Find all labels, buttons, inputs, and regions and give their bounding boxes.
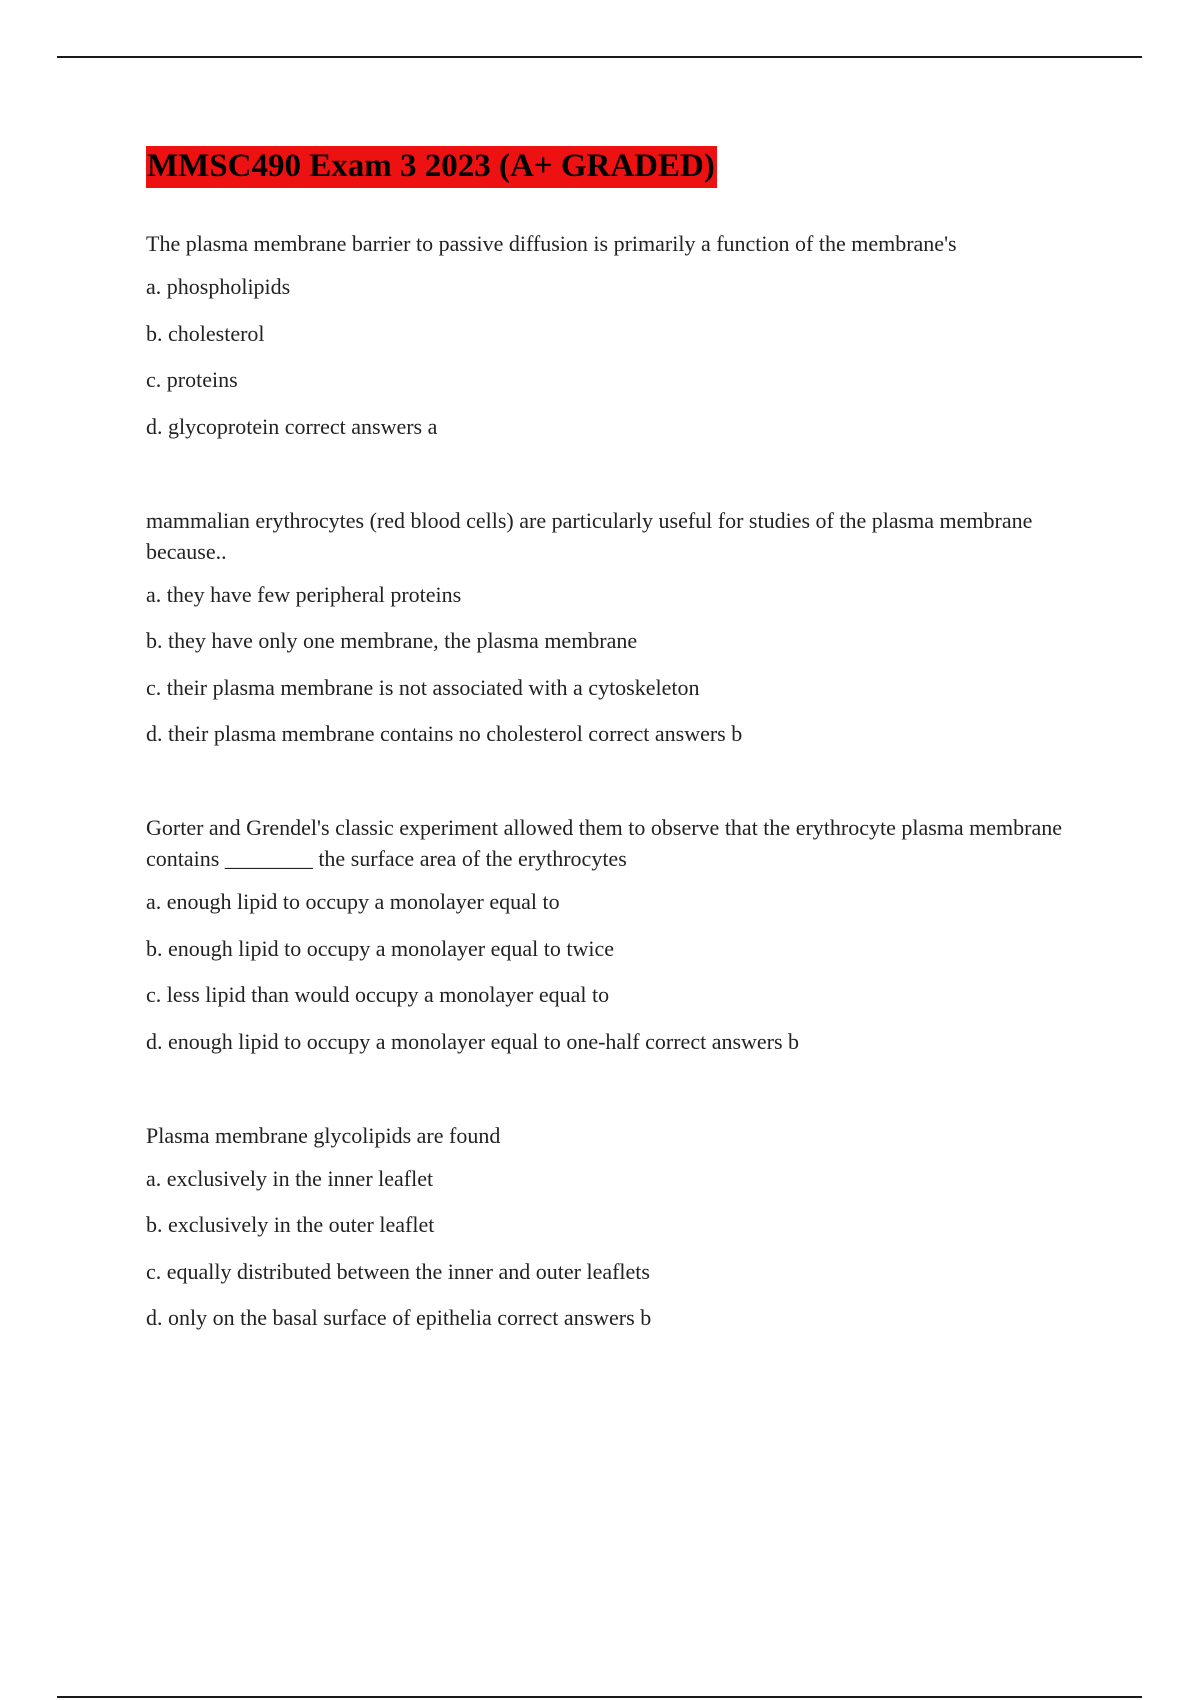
question-1 [146, 228, 1086, 442]
answer-option: b. exclusively in the outer leaflet [146, 1212, 435, 1237]
answer-option: a. phospholipids [146, 274, 291, 299]
question-text: The plasma membrane barrier to passive diffusion is primarily a function of the membrane's [146, 231, 957, 256]
answer-option: c. equally distributed between the inner and outer leaflets [146, 1258, 650, 1284]
answer-option: a. enough lipid to occupy a monolayer equal to [146, 889, 560, 914]
question-3 [146, 812, 1086, 1057]
answer-option: d. enough lipid to occupy a monolayer equal to one-half correct answers b [146, 1028, 800, 1054]
document-body [146, 146, 1086, 1396]
question-text: Plasma membrane glycolipids are found [146, 1122, 501, 1148]
answer-option: b. enough lipid to occupy a monolayer equal to twice [146, 935, 614, 961]
question-text: Gorter and Grendel's classic experiment allowed them to observe that the erythrocyte plasma membrane contains ________ the surface area of the erythrocytes [146, 815, 1063, 871]
question-2 [146, 505, 1086, 750]
answer-option: c. less lipid than would occupy a monolayer equal to [146, 982, 610, 1007]
answer-option: c. proteins [146, 367, 238, 392]
answer-option: c. their plasma membrane is not associated with a cytoskeleton [146, 674, 700, 700]
answer-option: d. only on the basal surface of epithelia correct answers b [146, 1305, 652, 1330]
document-title: MMSC490 Exam 3 2023 (A+ GRADED) [146, 146, 717, 188]
answer-option: a. they have few peripheral proteins [146, 581, 462, 607]
answer-option: d. their plasma membrane contains no cholesterol correct answers b [146, 721, 743, 746]
question-text: mammalian erythrocytes (red blood cells) are particularly useful for studies of the plasma membrane because.. [146, 507, 1033, 564]
footer-rule [57, 1696, 1142, 1698]
answer-option: b. cholesterol [146, 320, 265, 346]
answer-option: b. they have only one membrane, the plasma membrane [146, 628, 638, 653]
answer-option: d. glycoprotein correct answers a [146, 413, 438, 439]
header-rule [57, 56, 1142, 58]
question-4 [146, 1120, 1086, 1334]
answer-option: a. exclusively in the inner leaflet [146, 1165, 434, 1191]
